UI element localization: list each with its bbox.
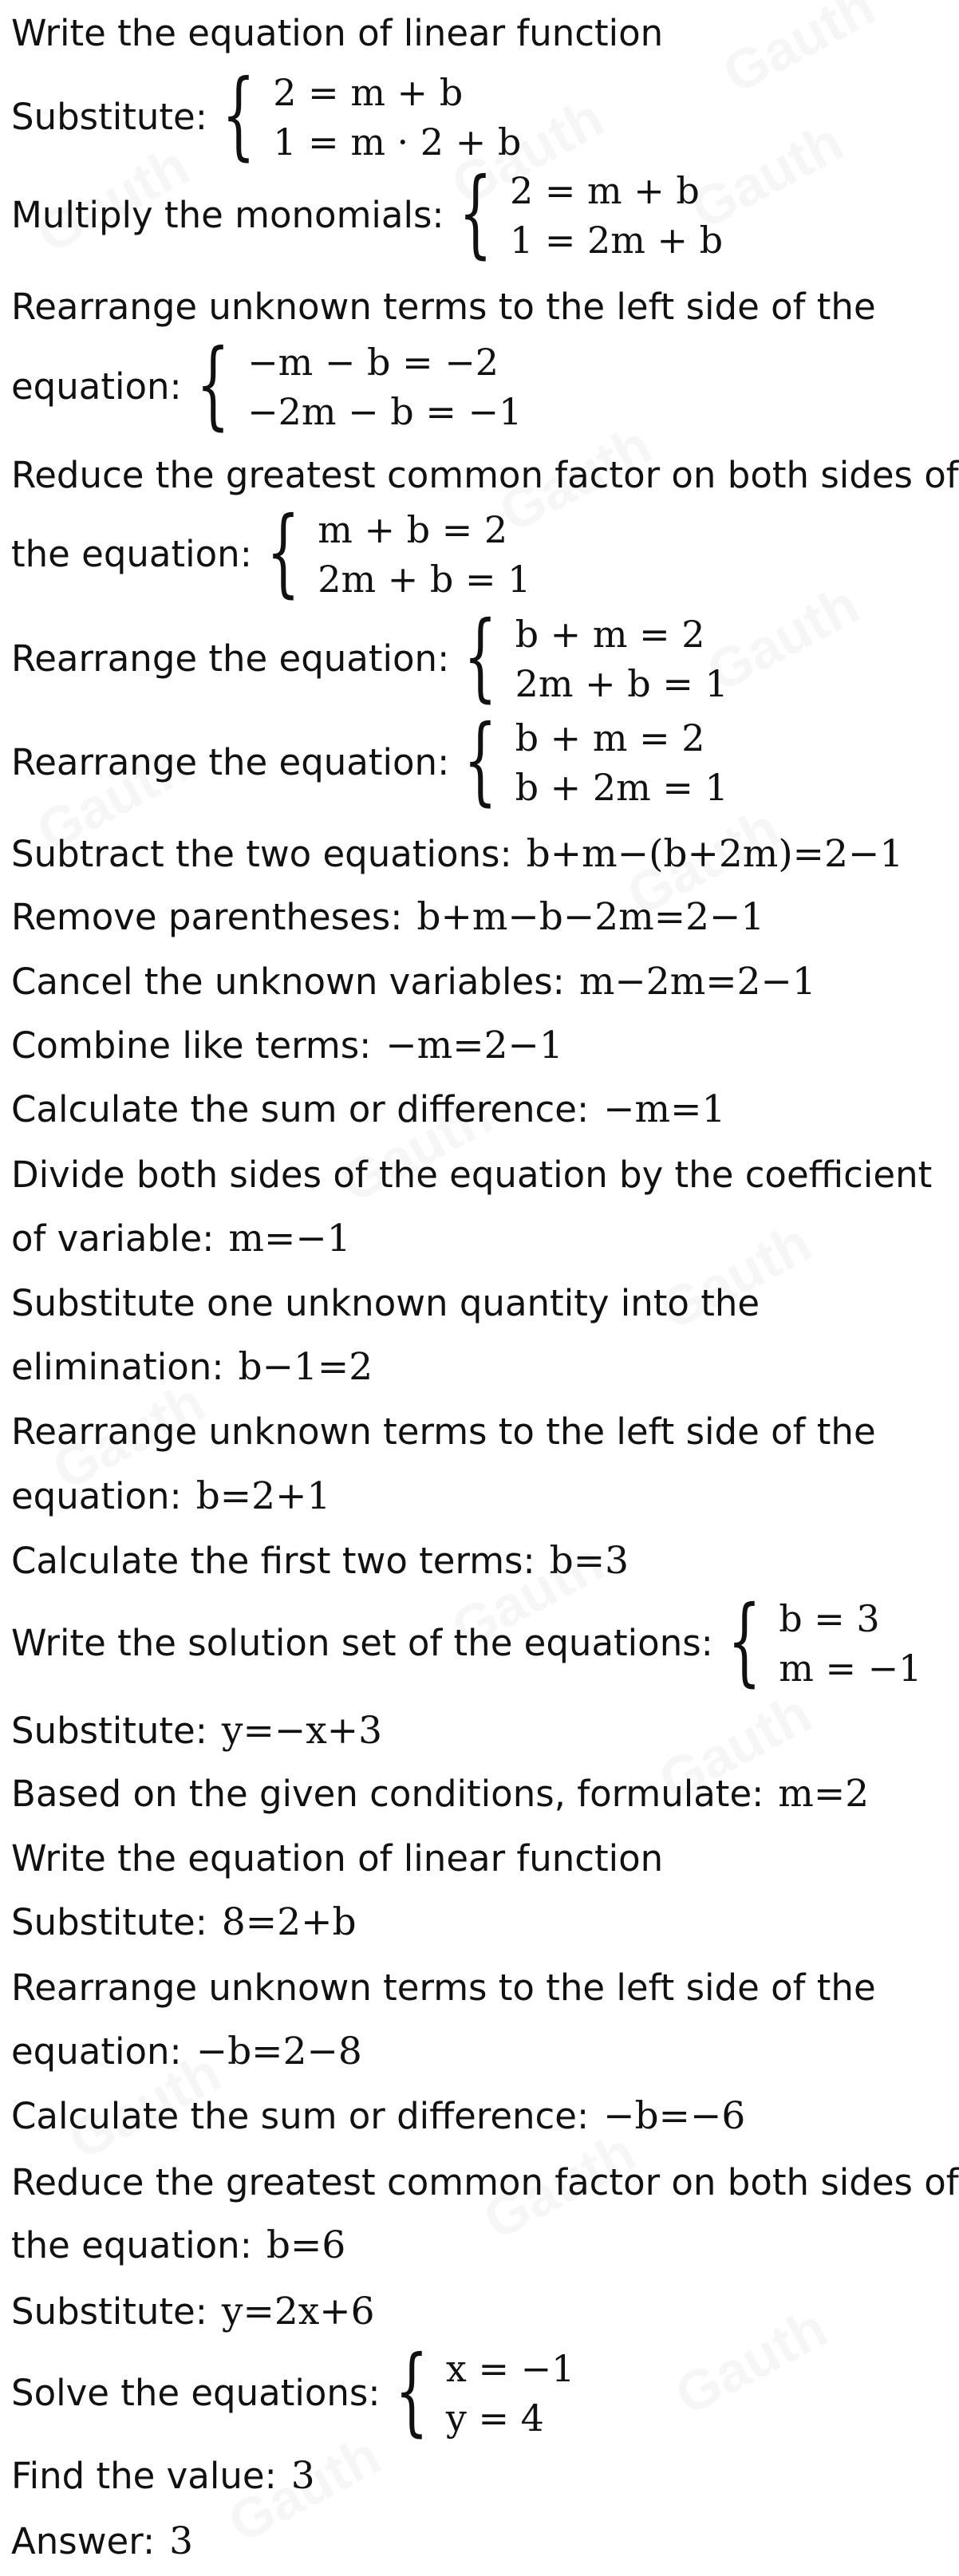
solution-step (11, 1833, 886, 1884)
system-equation: 2 = m + b (273, 71, 464, 114)
solution-step (11, 1020, 886, 1071)
step-label: the equation: (11, 2224, 252, 2266)
brace-symbol: { (195, 329, 230, 440)
solution-step (11, 602, 886, 712)
brace-symbol: { (221, 60, 255, 171)
step-label: Rearrange unknown terms to the left side of the (11, 1410, 876, 1453)
step-expression: y=−x+3 (221, 1709, 383, 1753)
brace-symbol: { (266, 497, 300, 608)
step-expression: 8=2+b (221, 1900, 357, 1944)
step-label: Subtract the two equations: (11, 833, 512, 875)
step-expression: −b=−6 (603, 2094, 746, 2138)
step-expression: m−2m=2−1 (578, 960, 816, 1004)
solution-step (11, 1769, 886, 1820)
solution-step (11, 1586, 922, 1697)
step-label: Write the equation of linear function (11, 12, 664, 54)
equation-system (394, 2336, 575, 2447)
brace-symbol: { (464, 602, 498, 712)
solution-step (11, 2516, 886, 2567)
solution-step (11, 829, 904, 880)
solution-step (11, 1278, 886, 1329)
equation-system (221, 60, 522, 171)
system-equations (318, 505, 531, 604)
equation-system (458, 158, 724, 269)
solution-step (11, 957, 886, 1008)
step-label: Calculate the sum or difference: (11, 1088, 590, 1130)
system-equations (510, 166, 723, 265)
solution-step (11, 1471, 886, 1522)
step-expression: b+m−(b+2m)=2−1 (526, 832, 904, 876)
step-expression: −m=2−1 (385, 1024, 563, 1067)
step-expression: m=2 (778, 1772, 870, 1816)
step-label: Reduce the greatest common factor on both sides of (11, 2161, 959, 2203)
brace-symbol: { (727, 1586, 761, 1697)
equation-system (195, 329, 523, 440)
step-label: Answer: (11, 2520, 156, 2562)
solution-step (11, 1213, 886, 1264)
system-equation: 1 = 2m + b (509, 219, 724, 262)
step-label: equation: (11, 365, 182, 408)
system-equations (247, 337, 522, 436)
step-label: Write the solution set of the equations: (11, 1622, 713, 1664)
step-label: Write the equation of linear function (11, 1837, 664, 1880)
solution-step (11, 1406, 886, 1458)
step-label: equation: (11, 1475, 182, 1517)
step-expression: 3 (169, 2519, 194, 2563)
step-expression: b+m−b−2m=2−1 (416, 895, 765, 939)
solution-step (11, 705, 886, 816)
system-equation: b + 2m = 1 (515, 766, 728, 809)
solution-step (11, 2220, 886, 2271)
solution-step (11, 1897, 886, 1948)
solution-step (11, 329, 886, 440)
step-label: Rearrange the equation: (11, 741, 450, 783)
step-label: Reduce the greatest common factor on both sides of (11, 454, 959, 496)
step-label: Combine like terms: (11, 1024, 372, 1067)
solution-step (11, 1706, 886, 1757)
step-label: Substitute: (11, 96, 207, 138)
system-equations (446, 2344, 575, 2443)
brace-symbol: { (394, 2336, 428, 2447)
step-expression: 3 (290, 2454, 315, 2498)
solution-step (11, 450, 959, 501)
system-equation: m = −1 (779, 1647, 922, 1690)
solution-step (11, 1536, 886, 1587)
system-equations (515, 713, 728, 812)
solution-step (11, 2091, 886, 2142)
system-equations (273, 68, 521, 167)
solution-step (11, 60, 886, 171)
system-equations (779, 1594, 922, 1693)
system-equation: −m − b = −2 (247, 341, 499, 384)
step-label: Substitute one unknown quantity into the (11, 1282, 760, 1324)
step-label: Calculate the sum or difference: (11, 2095, 590, 2137)
solution-step (11, 892, 886, 943)
brace-symbol: { (458, 158, 492, 269)
step-label: Find the value: (11, 2455, 277, 2497)
step-expression: b−1=2 (238, 1345, 373, 1389)
solution-step (11, 2336, 886, 2447)
step-expression: y=2x+6 (221, 2290, 375, 2333)
step-label: Cancel the unknown variables: (11, 961, 565, 1003)
step-expression: −b=2−8 (195, 2030, 362, 2073)
step-label: Substitute: (11, 1710, 207, 1752)
equation-system (464, 705, 728, 816)
step-label: Rearrange unknown terms to the left side of the (11, 286, 876, 328)
system-equations (515, 609, 728, 708)
step-label: equation: (11, 2030, 182, 2073)
system-equation: 2 = m + b (509, 169, 700, 212)
solution-step (11, 2286, 886, 2337)
solution-step (11, 2157, 959, 2208)
step-label: the equation: (11, 533, 252, 575)
solution-step (11, 158, 886, 269)
step-label: Divide both sides of the equation by the coefficient (11, 1154, 933, 1196)
system-equation: b + m = 2 (515, 716, 705, 759)
solution-step (11, 2026, 886, 2077)
equation-system (266, 497, 531, 608)
step-expression: b=3 (549, 1539, 629, 1583)
solution-step (11, 1150, 933, 1201)
step-label: Calculate the first two terms: (11, 1540, 535, 1582)
system-equation: y = 4 (445, 2397, 544, 2440)
step-label: Based on the given conditions, formulate: (11, 1773, 764, 1815)
solution-step (11, 282, 886, 333)
step-label: of variable: (11, 1217, 215, 1260)
brace-symbol: { (464, 705, 498, 816)
system-equation: −2m − b = −1 (247, 390, 523, 433)
step-expression: b=2+1 (195, 1474, 331, 1518)
solution-step (11, 2451, 886, 2502)
system-equation: b = 3 (779, 1597, 880, 1640)
step-label: Multiply the monomials: (11, 194, 444, 236)
equation-system (727, 1586, 922, 1697)
step-label: elimination: (11, 1346, 224, 1388)
step-label: Substitute: (11, 2290, 207, 2333)
equation-system (464, 602, 728, 712)
system-equation: 1 = m · 2 + b (273, 120, 522, 164)
step-label: Substitute: (11, 1901, 207, 1943)
step-expression: b=6 (266, 2223, 346, 2267)
system-equation: 2m + b = 1 (318, 558, 531, 601)
step-expression: −m=1 (603, 1087, 726, 1131)
step-label: Remove parentheses: (11, 896, 403, 938)
step-label: Solve the equations: (11, 2372, 381, 2414)
system-equation: b + m = 2 (515, 613, 705, 656)
step-expression: m=−1 (228, 1217, 351, 1260)
solution-step (11, 497, 886, 608)
solution-step (11, 8, 886, 59)
step-label: Rearrange the equation: (11, 637, 450, 680)
solution-step (11, 1342, 886, 1393)
system-equation: m + b = 2 (318, 508, 508, 551)
system-equation: 2m + b = 1 (515, 662, 728, 705)
solution-step (11, 1963, 886, 2014)
system-equation: x = −1 (445, 2347, 575, 2390)
solution-step (11, 1084, 886, 1135)
step-label: Rearrange unknown terms to the left side of the (11, 1967, 876, 2009)
